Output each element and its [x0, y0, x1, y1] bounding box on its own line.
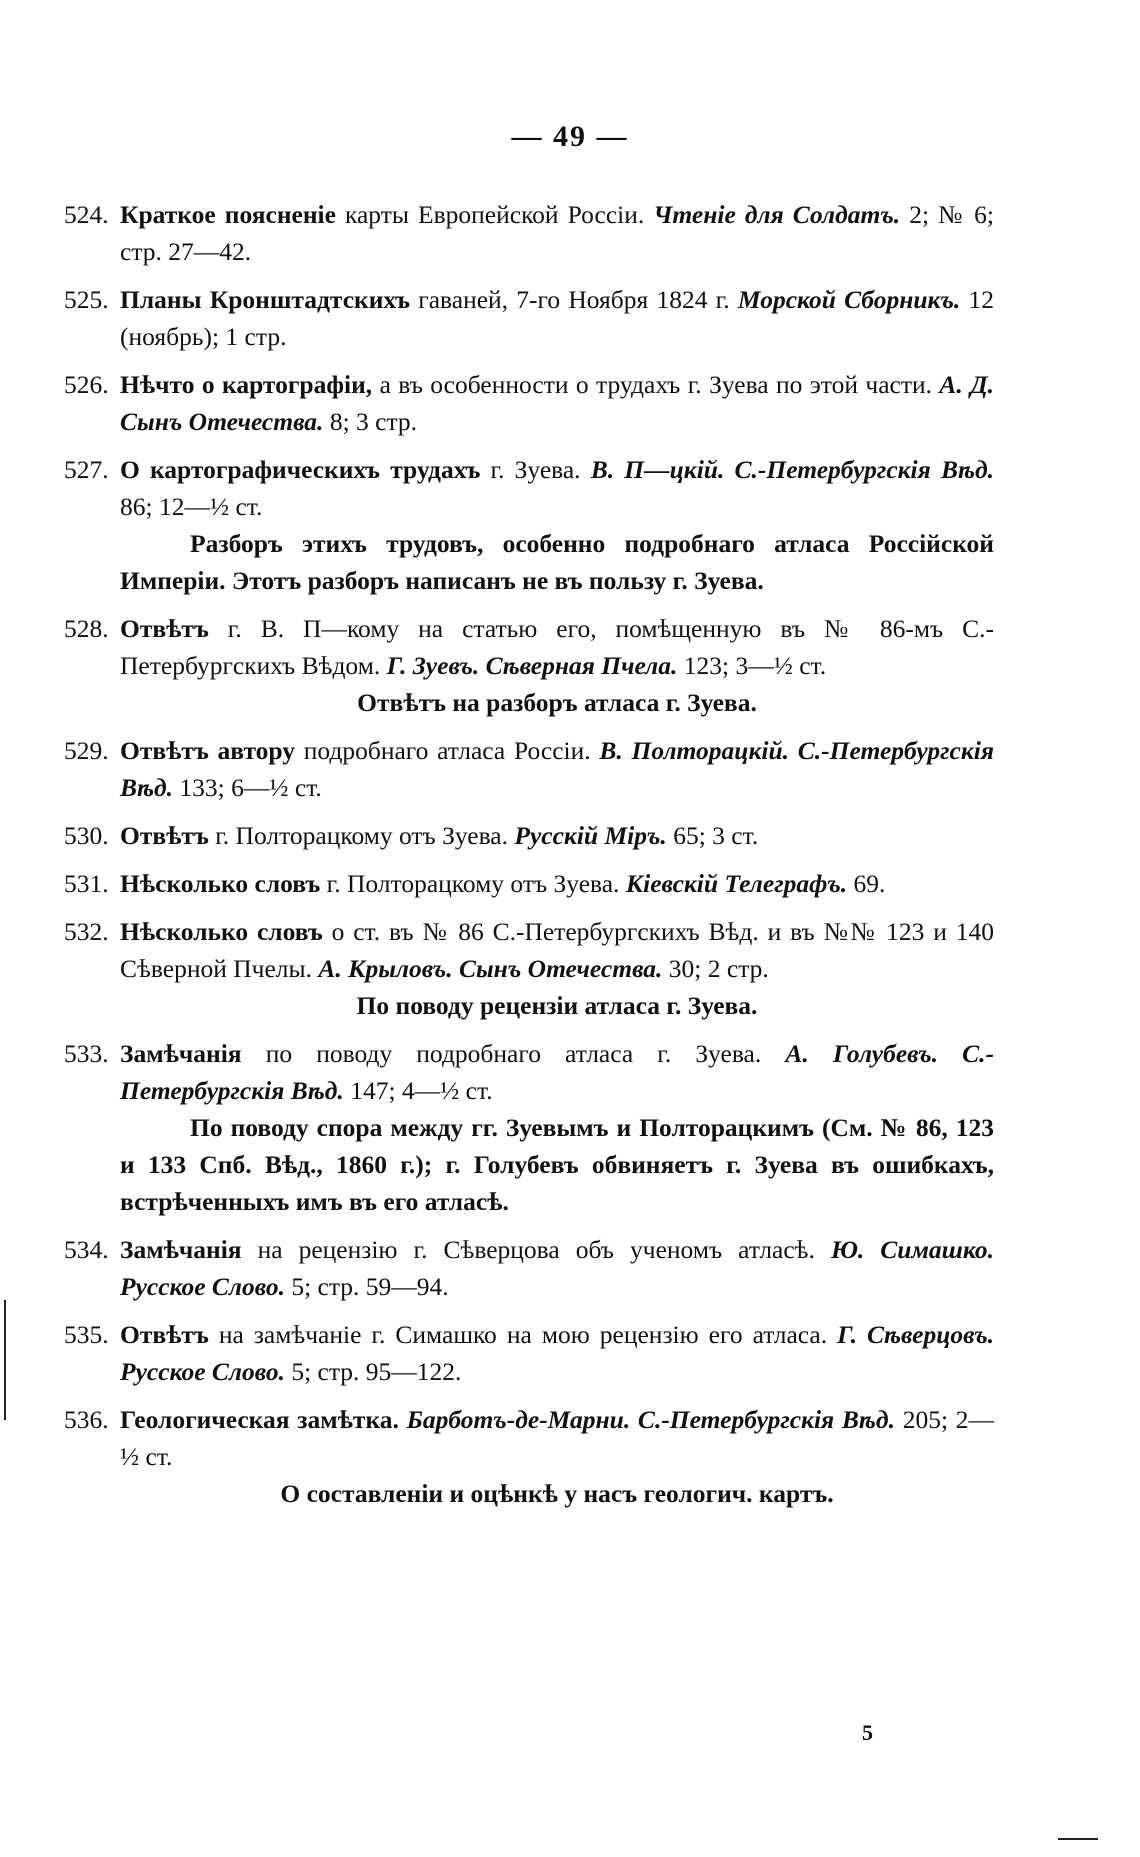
signature-mark: 5 — [862, 1720, 873, 1745]
entry-title: Нѣсколько словъ — [120, 917, 323, 946]
entry-text: о ст. въ № 86 С.-Петербургскихъ Вѣд. и въ №№ 123 и 140 Сѣверной Пчелы. — [120, 917, 995, 983]
entry-text: подробнаго атласа Россіи. — [294, 736, 600, 765]
entry-note: По поводу спора между гг. Зуевымъ и Полторацкимъ (См. № 86, 123 и 133 Спб. Вѣд., 1860 г.); г. Голубевъ обвиняетъ г. Зуева въ ошибкахъ, встрѣченныхъ имъ въ его атласѣ. — [120, 1113, 994, 1216]
entry-details: 65; 3 ст. — [666, 821, 759, 850]
entry-body — [120, 865, 994, 902]
entry-body — [120, 281, 994, 355]
entry-details: 69. — [847, 869, 886, 898]
entry-source: Г. Сѣверцовъ. Русское Слово. — [120, 1320, 995, 1386]
entry-title: Замѣчанія — [120, 1235, 242, 1264]
margin-line-left — [4, 1300, 6, 1420]
entry-source: Морской Сборникъ. — [737, 285, 961, 314]
entry-number: 526. — [64, 370, 109, 399]
entry-title: Планы Кронштадтскихъ — [120, 285, 411, 314]
entry-details: 12 (ноябрь); 1 стр. — [120, 285, 995, 351]
entry-body — [120, 366, 994, 440]
entry-details: 205; 2—½ ст. — [120, 1405, 995, 1471]
entry-details: 147; 4—½ ст. — [343, 1076, 493, 1105]
entry-body — [120, 817, 994, 854]
page-number: — 49 — — [511, 120, 629, 153]
entry-title: Нѣчто о картографіи, — [120, 370, 373, 399]
entry-533 — [64, 1035, 994, 1220]
entry-note: Отвѣтъ на разборъ атласа г. Зуева. — [357, 688, 757, 717]
entry-source: В. П—цкій. С.-Петербургскія Вѣд. — [590, 455, 994, 484]
entry-text: гаваней, 7-го Ноября 1824 г. — [410, 285, 738, 314]
entry-number: 535. — [64, 1320, 109, 1349]
entry-535 — [64, 1316, 994, 1390]
entry-source: Русскій Міръ. — [514, 821, 667, 850]
entry-title: Отвѣтъ — [120, 614, 209, 643]
entry-text: на замѣчаніе г. Симашко на мою рецензію его атласа. — [208, 1320, 838, 1349]
entry-body — [120, 1316, 994, 1390]
entry-title: Отвѣтъ — [120, 821, 209, 850]
entry-number: 529. — [64, 736, 109, 765]
entry-source: Г. Зуевъ. Сѣверная Пчела. — [386, 651, 678, 680]
entry-source: Чтеніе для Солдатъ. — [653, 200, 901, 229]
entry-body — [120, 1231, 994, 1305]
entry-body — [120, 610, 994, 721]
entry-title: Отвѣтъ автору — [120, 736, 295, 765]
entry-body — [120, 451, 994, 599]
entry-details: 8; 3 стр. — [323, 407, 418, 436]
entry-body — [120, 1035, 994, 1220]
entry-526 — [64, 366, 994, 440]
entry-source: А. Д. Сынъ Отечества. — [120, 370, 994, 436]
entry-body — [120, 732, 994, 806]
entry-note: О составленіи и оцѣнкѣ у насъ геологич. картъ. — [280, 1479, 834, 1508]
entry-532 — [64, 913, 994, 1024]
entry-text: г. Зуева. — [480, 455, 591, 484]
entry-text: по поводу подробнаго атласа г. Зуева. — [241, 1039, 786, 1068]
entry-number: 528. — [64, 614, 109, 643]
entry-source: А. Крыловъ. Сынъ Отечества. — [318, 954, 663, 983]
entry-text: г. В. П—кому на статью его, помѣщенную въ № 86-мъ С.-Петербургскихъ Вѣдом. — [120, 614, 994, 680]
entry-title: Краткое поясненіе — [120, 200, 336, 229]
entry-number: 531. — [64, 869, 109, 898]
entry-number: 524. — [64, 200, 109, 229]
entry-body — [120, 913, 994, 1024]
entry-525 — [64, 281, 994, 355]
entry-number: 536. — [64, 1405, 109, 1434]
entry-source: В. Полторацкій. С.-Петербургскія Вѣд. — [120, 736, 995, 802]
entry-number: 525. — [64, 285, 109, 314]
entry-536 — [64, 1401, 994, 1512]
bibliography-entries — [64, 196, 994, 1523]
entry-534 — [64, 1231, 994, 1305]
entry-text: г. Полторацкому отъ Зуева. — [320, 869, 626, 898]
entry-note: По поводу рецензіи атласа г. Зуева. — [356, 991, 758, 1020]
entry-title: Геологическая замѣтка. — [120, 1405, 399, 1434]
entry-details: 123; 3—½ ст. — [677, 651, 827, 680]
entry-527 — [64, 451, 994, 599]
entry-body — [120, 1401, 994, 1512]
entry-text: г. Полторацкому отъ Зуева. — [208, 821, 515, 850]
entry-details: 5; стр. 59—94. — [284, 1272, 449, 1301]
entry-text: а въ особенности о трудахъ г. Зуева по этой части. — [372, 370, 940, 399]
entry-text — [399, 1405, 407, 1434]
margin-line-right — [1058, 1838, 1098, 1840]
entry-number: 534. — [64, 1235, 109, 1264]
entry-title: Замѣчанія — [120, 1039, 242, 1068]
entry-title: Отвѣтъ — [120, 1320, 209, 1349]
entry-source: Барботъ-де-Марни. С.-Петербургскія Вѣд. — [406, 1405, 895, 1434]
entry-source: А. Голубевъ. С.-Петербургскія Вѣд. — [120, 1039, 994, 1105]
entry-details: 2; № 6; стр. 27—42. — [120, 200, 994, 266]
entry-number: 532. — [64, 917, 109, 946]
entry-524 — [64, 196, 994, 270]
entry-text: на рецензію г. Сѣверцова объ ученомъ атласѣ. — [241, 1235, 831, 1264]
entry-title: О картографическихъ трудахъ — [120, 455, 481, 484]
entry-number: 530. — [64, 821, 109, 850]
entry-title: Нѣсколько словъ — [120, 869, 321, 898]
entry-details: 86; 12—½ ст. — [120, 492, 263, 521]
entry-note: Разборъ этихъ трудовъ, особенно подробнаго атласа Россійской Имперіи. Этотъ разборъ написанъ не въ пользу г. Зуева. — [120, 529, 994, 595]
entry-details: 133; 6—½ ст. — [173, 773, 322, 802]
entry-body — [120, 196, 994, 270]
entry-text: карты Европейской Россіи. — [335, 200, 654, 229]
entry-source: Кіевскій Телеграфъ. — [625, 869, 848, 898]
entry-531 — [64, 865, 994, 902]
entry-details: 5; стр. 95—122. — [284, 1357, 462, 1386]
entry-source: Ю. Симашко. Русское Слово. — [120, 1235, 994, 1301]
entry-529 — [64, 732, 994, 806]
entry-details: 30; 2 стр. — [662, 954, 769, 983]
entry-530 — [64, 817, 994, 854]
entry-number: 527. — [64, 455, 109, 484]
entry-number: 533. — [64, 1039, 109, 1068]
entry-528 — [64, 610, 994, 721]
